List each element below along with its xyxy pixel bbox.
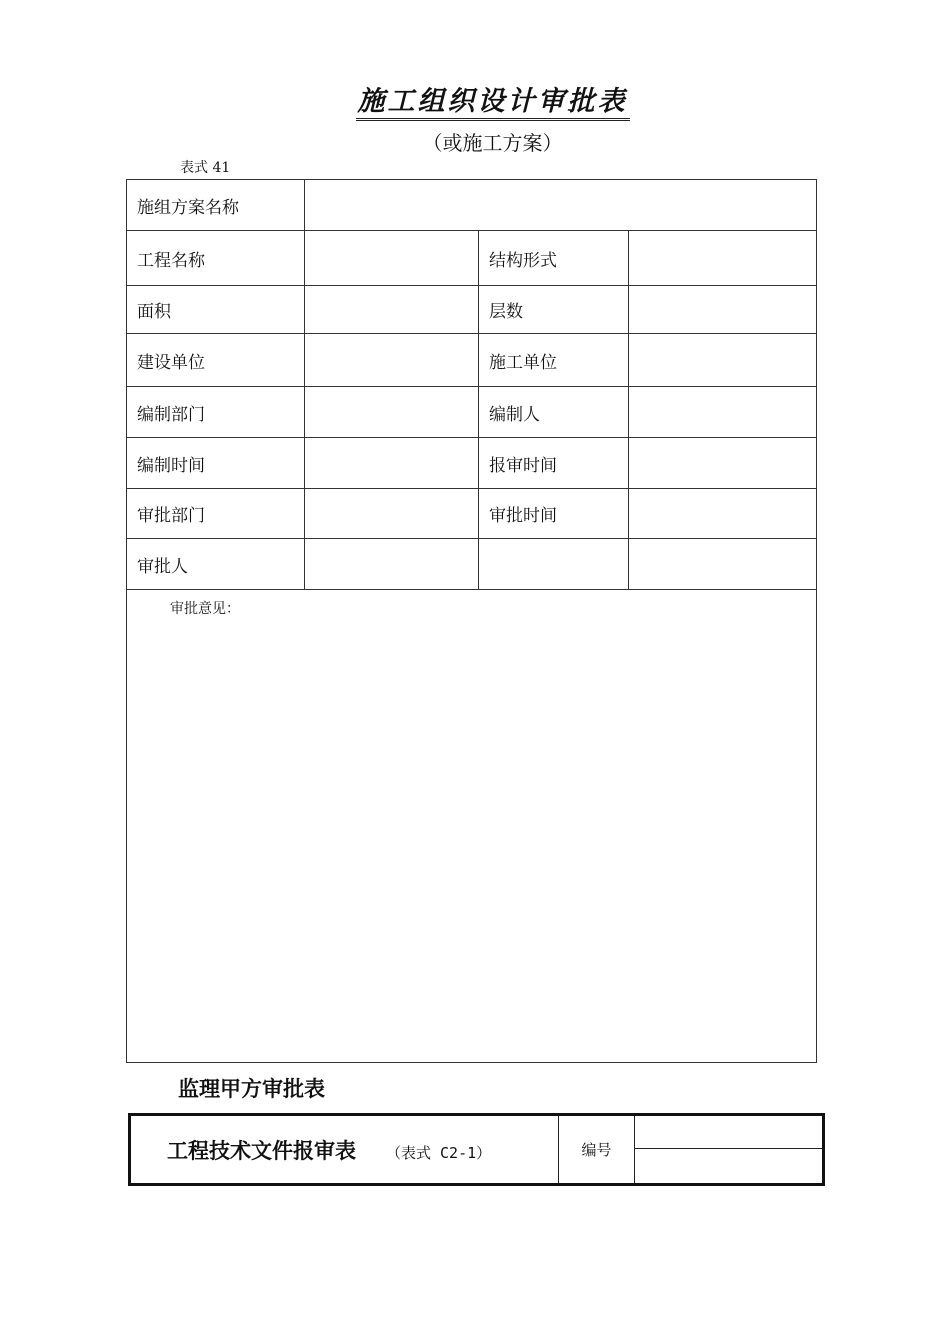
- table-row: [127, 489, 817, 539]
- table-row: [127, 539, 817, 590]
- floors-field[interactable]: [629, 286, 817, 334]
- table-row: [127, 590, 817, 1063]
- number-field[interactable]: [635, 1115, 824, 1149]
- tech-doc-table: [128, 1113, 825, 1186]
- table-row: [127, 438, 817, 489]
- table-row: [127, 180, 817, 231]
- approval-date-field[interactable]: [629, 489, 817, 539]
- table-row: [127, 387, 817, 438]
- blank-cell[interactable]: [629, 539, 817, 590]
- plan-name-label: 施组方案名称: [127, 180, 305, 231]
- construction-unit-label: 施工单位: [479, 334, 629, 387]
- table-row: [127, 231, 817, 286]
- project-name-field[interactable]: [305, 231, 479, 286]
- approval-date-label: 审批时间: [479, 489, 629, 539]
- construction-unit-field[interactable]: [629, 334, 817, 387]
- number-label: 编号: [559, 1115, 635, 1185]
- submit-date-label: 报审时间: [479, 438, 629, 489]
- page-title: 施工组织设计审批表: [0, 86, 950, 121]
- blank-cell[interactable]: [479, 539, 629, 590]
- approval-opinion-field[interactable]: [127, 590, 817, 1063]
- table-row: [127, 334, 817, 387]
- area-label: 面积: [127, 286, 305, 334]
- approval-opinion-label: 审批意见：: [170, 601, 240, 617]
- preparer-field[interactable]: [629, 387, 817, 438]
- client-unit-field[interactable]: [305, 334, 479, 387]
- preparer-label: 编制人: [479, 387, 629, 438]
- number-field-secondary[interactable]: [635, 1149, 824, 1185]
- structure-type-field[interactable]: [629, 231, 817, 286]
- client-unit-label: 建设单位: [127, 334, 305, 387]
- project-name-label: 工程名称: [127, 231, 305, 286]
- tech-doc-title-cell: [130, 1115, 559, 1185]
- tech-doc-title: 工程技术文件报审表: [167, 1138, 356, 1163]
- tech-doc-code: （表式 C2-1）: [386, 1143, 492, 1162]
- table-row: [130, 1115, 824, 1149]
- approval-dept-field[interactable]: [305, 489, 479, 539]
- area-field[interactable]: [305, 286, 479, 334]
- structure-type-label: 结构形式: [479, 231, 629, 286]
- approver-label: 审批人: [127, 539, 305, 590]
- approver-field[interactable]: [305, 539, 479, 590]
- form-code: 表式 41: [180, 160, 231, 176]
- floors-label: 层数: [479, 286, 629, 334]
- plan-name-field[interactable]: [305, 180, 817, 231]
- prepared-dept-label: 编制部门: [127, 387, 305, 438]
- approval-form-table: [126, 179, 817, 1063]
- prepared-date-label: 编制时间: [127, 438, 305, 489]
- table-row: [127, 286, 817, 334]
- prepared-dept-field[interactable]: [305, 387, 479, 438]
- supervisor-approval-heading: 监理甲方审批表: [178, 1077, 325, 1101]
- prepared-date-field[interactable]: [305, 438, 479, 489]
- approval-dept-label: 审批部门: [127, 489, 305, 539]
- submit-date-field[interactable]: [629, 438, 817, 489]
- page-subtitle: （或施工方案）: [422, 131, 563, 155]
